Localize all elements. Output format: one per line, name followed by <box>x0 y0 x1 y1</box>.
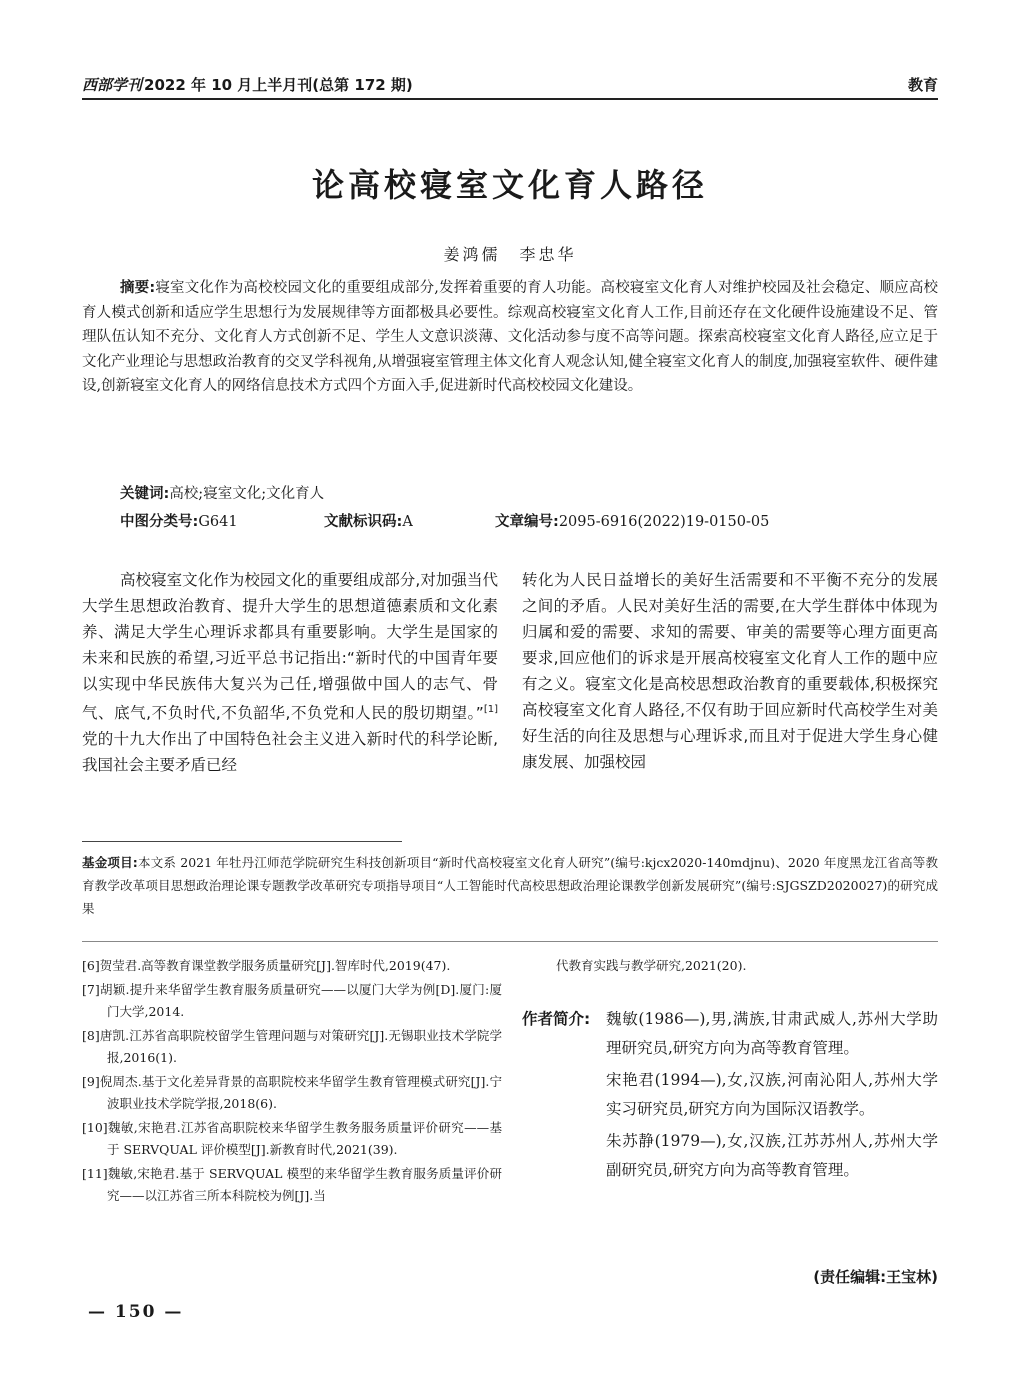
abstract <box>82 276 938 399</box>
responsible-editor: (责任编辑:王宝林) <box>813 1268 938 1286</box>
keywords-text: 高校;寝室文化;文化育人 <box>169 486 325 502</box>
article-number-value: 2095-6916(2022)19-0150-05 <box>558 514 770 530</box>
authors: 姜鸿儒 李忠华 <box>443 245 577 264</box>
reference-item: [11]魏敏,宋艳君.基于 SERVQUAL 模型的来华留学生教育服务质量评价研究——以江苏省三所本科院校为例[J].当 <box>82 1166 502 1203</box>
body-left-text-2: 党的十九大作出了中国特色社会主义进入新时代的科学论断,我国社会主要矛盾已经 <box>82 730 498 775</box>
author-bio-entry: 宋艳君(1994—),女,汉族,河南沁阳人,苏州大学实习研究员,研究方向为国际汉语教学。 <box>606 1071 938 1118</box>
abstract-label: 摘要: <box>120 280 156 296</box>
body-right-column: 转化为人民日益增长的美好生活需要和不平衡不充分的发展之间的矛盾。人民对美好生活的需要,在大学生群体中体现为归属和爱的需要、求知的需要、审美的需要等心理方面更高要求,回应他们的诉求是开展高校寝室文化育人工作的题中应有之义。寝室文化是高校思想政治教育的重要载体,积极探究高校寝室文化育人路径,不仅有助于回应新时代高校学生对美好生活的向往及思想与心理诉求,而且对于促进大学生身心健康发展、加强校园 <box>522 571 938 771</box>
keywords-label: 关键词: <box>120 486 170 502</box>
document-code-value: A <box>402 514 413 530</box>
reference-item: [8]唐凯.江苏省高职院校留学生管理问题与对策研究[J].无锡职业技术学院学报,2016(1). <box>82 1028 502 1065</box>
journal-logo: 西部学刊 <box>82 76 143 94</box>
article-number <box>495 511 769 533</box>
page-number: — 150 — <box>88 1302 184 1322</box>
funding-note <box>82 851 938 920</box>
issue-info: 2022 年 10 月上半月刊(总第 172 期) <box>144 76 413 94</box>
clc-value: G641 <box>198 514 238 530</box>
references-divider <box>82 941 938 942</box>
author-bio-entries <box>606 1005 938 1185</box>
author-bio-entry: 魏敏(1986—),男,满族,甘肃武威人,苏州大学助理研究员,研究方向为高等教育管理。 <box>606 1010 938 1057</box>
reference-item: [10]魏敏,宋艳君.江苏省高职院校来华留学生教务服务质量评价研究——基于 SERVQUAL 评价模型[J].新教育时代,2021(39). <box>82 1120 502 1157</box>
article-number-label: 文章编号: <box>495 514 559 530</box>
reference-list <box>82 955 502 1209</box>
running-header <box>82 70 938 100</box>
body-left-column <box>82 567 498 778</box>
section-name: 教育 <box>907 76 938 94</box>
reference-item: [7]胡颖.提升来华留学生教育服务质量研究——以厦门大学为例[D].厦门:厦门大学,2014. <box>82 982 502 1019</box>
citation-mark: [1] <box>483 704 498 715</box>
author-bio <box>522 1005 938 1188</box>
keywords <box>120 483 938 505</box>
author-bio-entry: 朱苏静(1979—),女,汉族,江苏苏州人,苏州大学副研究员,研究方向为高等教育管理。 <box>606 1132 938 1179</box>
abstract-text: 寝室文化作为高校校园文化的重要组成部分,发挥着重要的育人功能。高校寝室文化育人对维护校园及社会稳定、顺应高校育人模式创新和适应学生思想行为发展规律等方面都极具必要性。综观高校寝室文化育人工作,目前还存在文化硬件设施建设不足、管理队伍认知不充分、文化育人方式创新不足、学生人文意识淡薄、文化活动参与度不高等问题。探索高校寝室文化育人路径,应立足于文化产业理论与思想政治教育的交叉学科视角,从增强寝室管理主体文化育人观念认知,健全寝室文化育人的制度,加强寝室软件、硬件建设,创新寝室文化育人的网络信息技术方式四个方面入手,促进新时代高校校园文化建设。 <box>82 280 938 394</box>
funding-label: 基金项目: <box>82 855 138 870</box>
footnote-divider <box>82 841 402 842</box>
document-code <box>324 511 413 533</box>
body-left-text-1: 高校寝室文化作为校园文化的重要组成部分,对加强当代大学生思想政治教育、提升大学生的思想道德素质和文化素养、满足大学生心理诉求都具有重要影响。大学生是国家的未来和民族的希望,习近平总书记指出:“新时代的中国青年要以实现中华民族伟大复兴为己任,增强做中国人的志气、骨气、底气,不负时代,不负韶华,不负党和人民的殷切期望。” <box>82 571 498 723</box>
clc-number <box>120 511 238 533</box>
reference-item: [6]贺莹君.高等教育课堂教学服务质量研究[J].智库时代,2019(47). <box>82 958 451 973</box>
author-bio-label: 作者简介: <box>522 1010 591 1028</box>
journal-issue-line <box>82 74 413 95</box>
classification-line <box>120 511 938 533</box>
document-code-label: 文献标识码: <box>324 514 403 530</box>
reference-item: [9]倪周杰.基于文化差异背景的高职院校来华留学生教育管理模式研究[J].宁波职业技术学院学报,2018(6). <box>82 1074 502 1111</box>
article-title: 论高校寝室文化育人路径 <box>311 166 708 204</box>
clc-label: 中图分类号: <box>120 514 199 530</box>
funding-text: 本文系 2021 年牡丹江师范学院研究生科技创新项目“新时代高校寝室文化育人研究”(编号:kjcx2020-140mdjnu)、2020 年度黑龙江省高等教育教学改革项目思想政治理论课专题教学改革研究专项指导项目“人工智能时代高校思想政治理论课教学创新发展研究”(编号:SJGSZD2020027)的研究成果 <box>82 855 938 916</box>
reference-continuation: 代教育实践与教学研究,2021(20). <box>556 958 747 973</box>
